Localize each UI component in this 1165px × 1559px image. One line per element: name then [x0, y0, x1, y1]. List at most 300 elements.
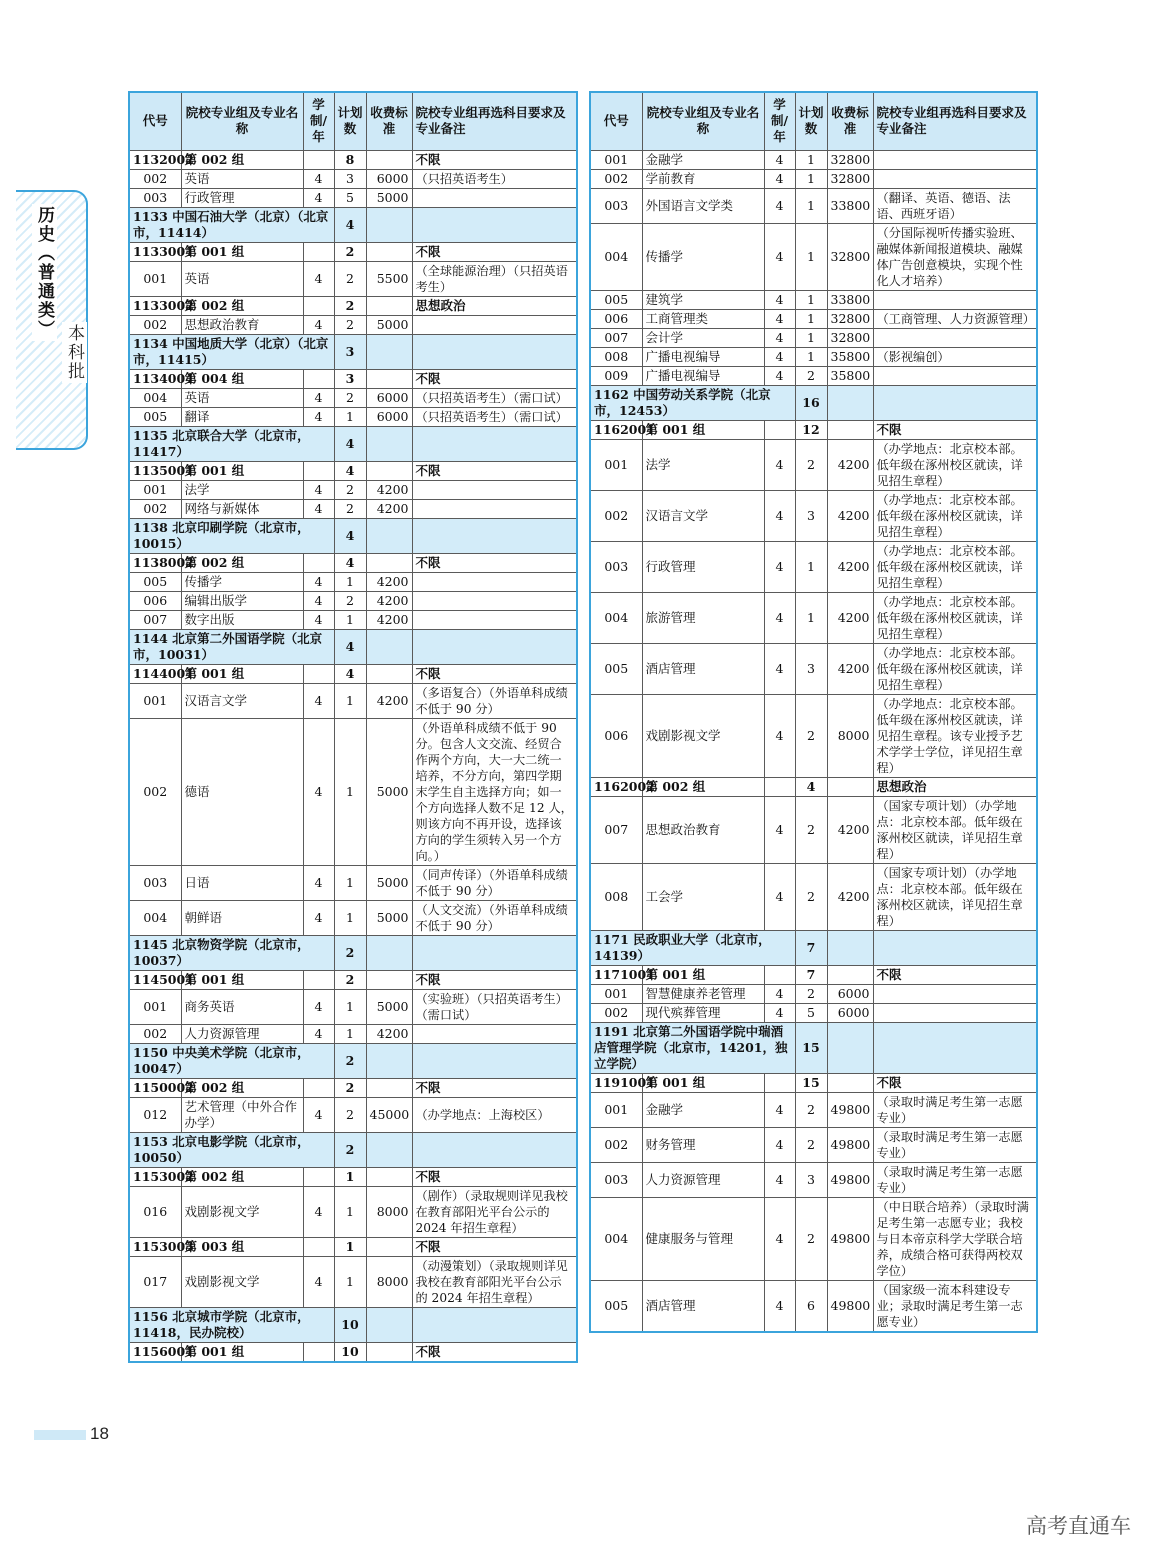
group-name: 第 001 组	[181, 242, 303, 261]
major-code: 012	[129, 1097, 181, 1132]
years: 4	[303, 261, 334, 296]
years: 4	[764, 1127, 795, 1162]
group-name: 第 001 组	[181, 1342, 303, 1362]
years: 4	[764, 541, 795, 592]
group-name: 第 001 组	[642, 965, 764, 984]
fee-cell	[366, 296, 412, 315]
major-name: 英语	[181, 388, 303, 407]
group-code: 1145001	[129, 970, 181, 989]
note-cell	[412, 1043, 577, 1078]
major-name: 金融学	[642, 150, 764, 169]
years: 4	[764, 1197, 795, 1280]
plan-count: 1	[795, 541, 827, 592]
years: 4	[764, 1280, 795, 1332]
years: 4	[303, 1256, 334, 1307]
major-note	[873, 984, 1037, 1003]
major-name: 汉语言文学	[642, 490, 764, 541]
major-note: （只招英语考生）	[412, 169, 577, 188]
years: 4	[303, 407, 334, 426]
years-cell	[764, 777, 795, 796]
years: 4	[303, 572, 334, 591]
plan-count: 2	[334, 315, 366, 334]
major-row	[590, 541, 1037, 592]
major-row	[590, 223, 1037, 290]
major-note: （翻译、英语、德语、法语、西班牙语）	[873, 188, 1037, 223]
major-note: （多语复合）（外语单科成绩不低于 90 分）	[412, 683, 577, 718]
major-code: 002	[129, 169, 181, 188]
fee-cell	[366, 629, 412, 664]
fee: 49800	[827, 1127, 873, 1162]
years-cell	[303, 553, 334, 572]
major-row	[129, 315, 577, 334]
major-code: 004	[590, 223, 642, 290]
major-name: 建筑学	[642, 290, 764, 309]
years-cell	[303, 242, 334, 261]
fee: 5000	[366, 315, 412, 334]
fee: 4200	[827, 863, 873, 930]
plan-count: 1	[334, 865, 366, 900]
fee-cell	[366, 461, 412, 480]
major-note: （外语单科成绩不低于 90 分。包含人文交流、经贸合作两个方向，大一大二统一培养，不分方向，第四学期末学生自主选择方向；如一个方向选择人数不足 12 人，则该方向不再开设，选择该方向的学生须转入另一个方向。）	[412, 718, 577, 865]
header-plan: 计划数	[795, 92, 827, 150]
major-name: 智慧健康养老管理	[642, 984, 764, 1003]
major-note: （办学地点：北京校本部。低年级在涿州校区就读，详见招生章程）	[873, 592, 1037, 643]
watermark: 高考直通车	[1026, 1514, 1131, 1538]
major-note: （只招英语考生）（需口试）	[412, 407, 577, 426]
major-row	[129, 1186, 577, 1237]
major-name: 金融学	[642, 1092, 764, 1127]
years: 4	[303, 188, 334, 207]
plan-count: 1	[795, 169, 827, 188]
major-code: 017	[129, 1256, 181, 1307]
fee: 33800	[827, 188, 873, 223]
plan-count: 2	[334, 499, 366, 518]
years: 4	[303, 480, 334, 499]
fee-cell	[366, 518, 412, 553]
subject-requirement: 不限	[873, 965, 1037, 984]
fee-cell	[366, 1132, 412, 1167]
subject-requirement: 不限	[412, 1078, 577, 1097]
plan-count: 2	[795, 984, 827, 1003]
major-code: 005	[129, 572, 181, 591]
years: 4	[764, 309, 795, 328]
major-name: 现代殡葬管理	[642, 1003, 764, 1022]
major-name: 翻译	[181, 407, 303, 426]
major-row	[129, 610, 577, 629]
major-note: （同声传译）（外语单科成绩不低于 90 分）	[412, 865, 577, 900]
fee-cell	[366, 1342, 412, 1362]
fee: 4200	[366, 683, 412, 718]
fee-cell	[366, 369, 412, 388]
major-row	[129, 718, 577, 865]
major-code: 003	[590, 1162, 642, 1197]
subject-requirement: 不限	[412, 369, 577, 388]
years-cell	[303, 970, 334, 989]
fee-cell	[366, 970, 412, 989]
subject-requirement: 思想政治	[412, 296, 577, 315]
group-name: 第 004 组	[181, 369, 303, 388]
fee-cell	[366, 1167, 412, 1186]
group-name: 第 001 组	[181, 970, 303, 989]
institution-row	[129, 426, 577, 461]
group-code: 1132002	[129, 150, 181, 169]
subject-label: 历史（普通类）	[32, 204, 57, 341]
fee: 5000	[366, 900, 412, 935]
major-note	[873, 150, 1037, 169]
plan-count: 8	[334, 150, 366, 169]
major-code: 002	[590, 1127, 642, 1162]
major-row	[129, 188, 577, 207]
fee: 5000	[366, 989, 412, 1024]
plan-count: 4	[334, 629, 366, 664]
group-code: 1133002	[129, 296, 181, 315]
plan-count: 2	[334, 296, 366, 315]
major-name: 旅游管理	[642, 592, 764, 643]
institution-row	[129, 935, 577, 970]
note-cell	[412, 426, 577, 461]
institution-name: 1191 北京第二外国语学院中瑞酒店管理学院（北京市，14201，独立学院）	[590, 1022, 795, 1073]
years: 4	[764, 290, 795, 309]
fee-cell	[366, 207, 412, 242]
group-code: 1138002	[129, 553, 181, 572]
years: 4	[303, 388, 334, 407]
major-name: 工商管理类	[642, 309, 764, 328]
major-note: （分国际视听传播实验班、融媒体新闻报道模块、融媒体广告创意模块，实现个性化人才培养）	[873, 223, 1037, 290]
major-row	[590, 328, 1037, 347]
note-cell	[412, 1307, 577, 1342]
group-name: 第 002 组	[181, 1078, 303, 1097]
group-row	[129, 1167, 577, 1186]
side-tab	[16, 190, 88, 450]
major-code: 002	[129, 315, 181, 334]
years: 4	[303, 1186, 334, 1237]
major-name: 戏剧影视文学	[181, 1256, 303, 1307]
institution-name: 1134 中国地质大学（北京）（北京市，11415）	[129, 334, 334, 369]
group-code: 1191001	[590, 1073, 642, 1092]
fee: 4200	[827, 541, 873, 592]
major-note: （办学地点：北京校本部。低年级在涿州校区就读，详见招生章程）	[873, 490, 1037, 541]
years: 4	[303, 591, 334, 610]
fee: 49800	[827, 1280, 873, 1332]
plan-count: 3	[334, 169, 366, 188]
years: 4	[303, 900, 334, 935]
subject-requirement: 不限	[412, 242, 577, 261]
major-row	[129, 1097, 577, 1132]
major-code: 007	[590, 328, 642, 347]
group-row	[129, 664, 577, 683]
group-row	[129, 1237, 577, 1256]
major-note: （办学地点：北京校本部。低年级在涿州校区就读，详见招生章程）	[873, 643, 1037, 694]
group-row	[590, 965, 1037, 984]
major-name: 健康服务与管理	[642, 1197, 764, 1280]
years: 4	[764, 1003, 795, 1022]
major-note	[873, 366, 1037, 385]
subject-requirement: 不限	[412, 461, 577, 480]
group-name: 第 002 组	[642, 777, 764, 796]
group-row	[129, 150, 577, 169]
years: 4	[764, 328, 795, 347]
fee: 4200	[366, 572, 412, 591]
plan-count: 3	[795, 490, 827, 541]
major-name: 广播电视编导	[642, 366, 764, 385]
fee-cell	[366, 1237, 412, 1256]
plan-count: 2	[334, 1132, 366, 1167]
years: 4	[303, 718, 334, 865]
major-name: 人力资源管理	[642, 1162, 764, 1197]
major-note: （只招英语考生）（需口试）	[412, 388, 577, 407]
years-cell	[303, 296, 334, 315]
major-name: 汉语言文学	[181, 683, 303, 718]
years: 4	[764, 188, 795, 223]
major-name: 广播电视编导	[642, 347, 764, 366]
major-name: 日语	[181, 865, 303, 900]
fee: 4200	[366, 591, 412, 610]
major-code: 001	[590, 1092, 642, 1127]
major-code: 003	[129, 188, 181, 207]
fee-cell	[366, 935, 412, 970]
major-note	[873, 290, 1037, 309]
major-name: 思想政治教育	[642, 796, 764, 863]
major-row	[129, 1256, 577, 1307]
major-note	[412, 480, 577, 499]
fee-cell	[366, 1307, 412, 1342]
fee-cell	[827, 385, 873, 420]
major-row	[590, 309, 1037, 328]
plan-count: 2	[795, 863, 827, 930]
major-row	[590, 290, 1037, 309]
major-code: 002	[129, 1024, 181, 1043]
group-name: 第 003 组	[181, 1237, 303, 1256]
years-cell	[303, 1078, 334, 1097]
plan-count: 4	[334, 518, 366, 553]
major-row	[590, 169, 1037, 188]
fee: 49800	[827, 1092, 873, 1127]
header-name: 院校专业组及专业名称	[642, 92, 764, 150]
major-row	[129, 407, 577, 426]
fee: 4200	[827, 592, 873, 643]
years: 4	[764, 366, 795, 385]
major-code: 006	[590, 309, 642, 328]
group-row	[590, 1073, 1037, 1092]
major-code: 002	[590, 169, 642, 188]
major-row	[590, 1003, 1037, 1022]
plan-count: 2	[334, 1043, 366, 1078]
header-years: 学制/年	[303, 92, 334, 150]
major-note	[873, 328, 1037, 347]
institution-row	[129, 518, 577, 553]
page-number: 18	[90, 1424, 109, 1443]
years: 4	[764, 150, 795, 169]
plan-count: 1	[795, 223, 827, 290]
major-name: 思想政治教育	[181, 315, 303, 334]
fee: 32800	[827, 169, 873, 188]
institution-row	[129, 1307, 577, 1342]
header-code: 代号	[590, 92, 642, 150]
batch-label: 本科批	[62, 322, 87, 383]
years: 4	[303, 683, 334, 718]
years-cell	[303, 1237, 334, 1256]
group-code: 1162002	[590, 777, 642, 796]
major-name: 商务英语	[181, 989, 303, 1024]
fee: 49800	[827, 1197, 873, 1280]
major-row	[129, 865, 577, 900]
plan-count: 12	[795, 420, 827, 439]
major-code: 009	[590, 366, 642, 385]
major-row	[129, 1024, 577, 1043]
years: 4	[764, 796, 795, 863]
fee-cell	[366, 664, 412, 683]
group-name: 第 002 组	[181, 150, 303, 169]
group-row	[590, 420, 1037, 439]
years-cell	[303, 461, 334, 480]
years: 4	[303, 1097, 334, 1132]
fee: 6000	[827, 1003, 873, 1022]
major-code: 005	[590, 290, 642, 309]
group-code: 1162001	[590, 420, 642, 439]
years: 4	[764, 347, 795, 366]
plan-count: 7	[795, 965, 827, 984]
fee-cell	[366, 242, 412, 261]
plan-count: 1	[334, 1237, 366, 1256]
years-cell	[303, 1342, 334, 1362]
major-code: 001	[129, 989, 181, 1024]
major-code: 001	[129, 261, 181, 296]
plan-count: 1	[795, 188, 827, 223]
fee: 6000	[366, 407, 412, 426]
subject-requirement: 不限	[412, 553, 577, 572]
years: 4	[764, 643, 795, 694]
plan-count: 7	[795, 930, 827, 965]
institution-name: 1153 北京电影学院（北京市，10050）	[129, 1132, 334, 1167]
major-name: 会计学	[642, 328, 764, 347]
admission-table-right	[589, 91, 1038, 1333]
major-row	[590, 796, 1037, 863]
fee: 4200	[827, 439, 873, 490]
plan-count: 2	[795, 1127, 827, 1162]
years-cell	[303, 664, 334, 683]
major-note	[412, 315, 577, 334]
header-note: 院校专业组再选科目要求及专业备注	[873, 92, 1037, 150]
major-row	[129, 169, 577, 188]
major-code: 004	[129, 388, 181, 407]
plan-count: 4	[334, 426, 366, 461]
plan-count: 1	[334, 1167, 366, 1186]
major-row	[129, 388, 577, 407]
major-code: 007	[590, 796, 642, 863]
plan-count: 2	[334, 242, 366, 261]
plan-count: 2	[795, 439, 827, 490]
plan-count: 3	[795, 1162, 827, 1197]
institution-name: 1162 中国劳动关系学院（北京市，12453）	[590, 385, 795, 420]
plan-count: 2	[334, 1078, 366, 1097]
years: 4	[764, 169, 795, 188]
subject-requirement: 不限	[873, 1073, 1037, 1092]
fee: 4200	[366, 480, 412, 499]
years: 4	[764, 1092, 795, 1127]
major-name: 戏剧影视文学	[642, 694, 764, 777]
major-name: 英语	[181, 261, 303, 296]
major-row	[590, 188, 1037, 223]
fee: 5000	[366, 188, 412, 207]
group-row	[129, 970, 577, 989]
note-cell	[412, 518, 577, 553]
institution-row	[590, 930, 1037, 965]
note-cell	[412, 334, 577, 369]
institution-row	[129, 207, 577, 242]
group-code: 1144001	[129, 664, 181, 683]
major-note: （影视编创）	[873, 347, 1037, 366]
group-row	[129, 461, 577, 480]
fee: 49800	[827, 1162, 873, 1197]
group-code: 1150002	[129, 1078, 181, 1097]
major-code: 001	[590, 150, 642, 169]
plan-count: 4	[334, 553, 366, 572]
major-code: 004	[129, 900, 181, 935]
header-plan: 计划数	[334, 92, 366, 150]
institution-row	[129, 1132, 577, 1167]
plan-count: 1	[334, 1024, 366, 1043]
major-row	[129, 261, 577, 296]
major-note: （剧作）（录取规则详见我校在教育部阳光平台公示的 2024 年招生章程）	[412, 1186, 577, 1237]
major-name: 艺术管理（中外合作办学）	[181, 1097, 303, 1132]
plan-count: 2	[334, 970, 366, 989]
major-row	[590, 490, 1037, 541]
group-code: 1133001	[129, 242, 181, 261]
fee: 8000	[366, 1186, 412, 1237]
fee: 4200	[827, 643, 873, 694]
fee: 32800	[827, 150, 873, 169]
plan-count: 1	[334, 718, 366, 865]
major-code: 005	[590, 643, 642, 694]
institution-row	[590, 1022, 1037, 1073]
plan-count: 4	[334, 664, 366, 683]
major-code: 006	[590, 694, 642, 777]
major-note: （录取时满足考生第一志愿专业）	[873, 1162, 1037, 1197]
fee-cell	[827, 1022, 873, 1073]
major-code: 003	[590, 541, 642, 592]
subject-requirement: 不限	[412, 664, 577, 683]
major-code: 004	[590, 1197, 642, 1280]
plan-count: 1	[334, 407, 366, 426]
institution-row	[129, 334, 577, 369]
major-name: 编辑出版学	[181, 591, 303, 610]
group-row	[129, 1342, 577, 1362]
subject-requirement: 不限	[412, 1237, 577, 1256]
years: 4	[303, 315, 334, 334]
major-row	[129, 572, 577, 591]
plan-count: 1	[795, 347, 827, 366]
major-note	[873, 1003, 1037, 1022]
plan-count: 2	[795, 694, 827, 777]
fee: 4200	[827, 796, 873, 863]
major-row	[590, 1197, 1037, 1280]
major-note: （办学地点：北京校本部。低年级在涿州校区就读，详见招生章程）	[873, 541, 1037, 592]
fee: 8000	[827, 694, 873, 777]
years: 4	[764, 223, 795, 290]
plan-count: 1	[795, 309, 827, 328]
header-code: 代号	[129, 92, 181, 150]
plan-count: 15	[795, 1022, 827, 1073]
years: 4	[303, 169, 334, 188]
plan-count: 1	[795, 328, 827, 347]
major-note: （办学地点：上海校区）	[412, 1097, 577, 1132]
years-cell	[764, 1073, 795, 1092]
major-code: 003	[129, 865, 181, 900]
major-row	[129, 591, 577, 610]
major-row	[590, 863, 1037, 930]
major-code: 001	[129, 683, 181, 718]
years: 4	[764, 592, 795, 643]
